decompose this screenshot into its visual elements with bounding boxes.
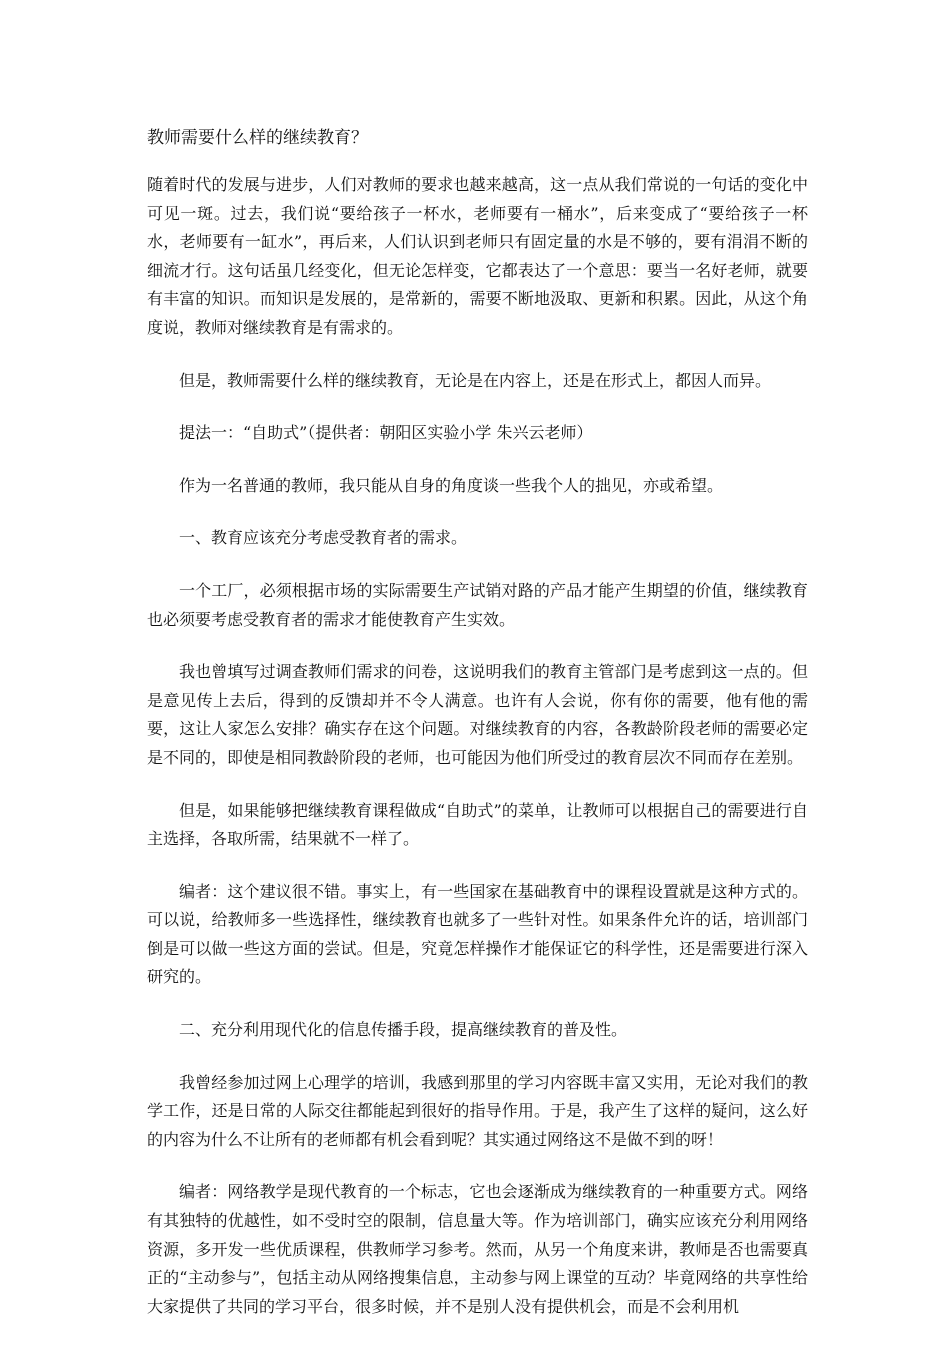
paragraph-intro: 随着时代的发展与进步，人们对教师的要求也越来越高，这一点从我们常说的一句话的变化中可见一斑。过去，我们说“要给孩子一杯水，老师要有一桶水”，后来变成了“要给孩子一杯水，老师要有一缸水”，再后来，人们认识到老师只有固定量的水是不够的，要有涓涓不断的细流才行。这句话虽几经变化，但无论怎样变，它都表达了一个意思：要当一名好老师，就要有丰富的知识。而知识是发展的，是常新的，需要不断地汲取、更新和积累。因此，从这个角度说，教师对继续教育是有需求的。 [147,175,808,337]
paragraph-proposal-heading: 提法一：“自助式”（提供者：朝阳区实验小学 朱兴云老师） [179,423,593,443]
paragraph-editor-note-1: 编者：这个建议很不错。事实上，有一些国家在基础教育中的课程设置就是这种方式的。可以说，给教师多一些选择性，继续教育也就多了一些针对性。如果条件允许的话，培训部门倒是可以做一些这方面的尝试。但是，究竟怎样操作才能保证它的科学性，还是需要进行深入研究的。 [147,881,808,987]
document-body [147,171,808,1345]
paragraph-editor-note-2: 编者：网络教学是现代教育的一个标志，它也会逐渐成为继续教育的一种重要方式。网络有其独特的优越性，如不受时空的限制，信息量大等。作为培训部门，确实应该充分利用网络资源，多开发一些优质课程，供教师学习参考。然而，从另一个角度来讲，教师是否也需要真正的“主动参与”，包括主动从网络搜集信息，主动参与网上课堂的互动？毕竟网络的共享性给大家提供了共同的学习平台，很多时候，并不是别人没有提供机会，而是不会利用机 [147,1182,808,1316]
paragraph-author-intro: 作为一名普通的教师，我只能从自身的角度谈一些我个人的拙见，亦或希望。 [179,475,724,495]
paragraph-online-training: 我曾经参加过网上心理学的培训，我感到那里的学习内容既丰富又实用，无论对我们的教学工作，还是日常的人际交往都能起到很好的指导作用。于是，我产生了这样的疑问，这么好的内容为什么不让所有的老师都有机会看到呢？其实通过网络这不是做不到的呀！ [147,1072,808,1149]
paragraph-factory-analogy: 一个工厂，必须根据市场的实际需要生产试销对路的产品才能产生期望的价值，继续教育也必须要考虑受教育者的需求才能使教育产生实效。 [147,580,808,629]
paragraph-self-service-menu: 但是，如果能够把继续教育课程做成“自助式”的菜单，让教师可以根据自己的需要进行自主选择，各取所需，结果就不一样了。 [147,800,808,849]
paragraph-section-2-heading: 二、充分利用现代化的信息传播手段，提高继续教育的普及性。 [179,1020,628,1040]
paragraph-section-1-heading: 一、教育应该充分考虑受教育者的需求。 [179,528,468,548]
paragraph-survey: 我也曾填写过调查教师们需求的问卷，这说明我们的教育主管部门是考虑到这一点的。但是意见传上去后，得到的反馈却并不令人满意。也许有人会说，你有你的需要，他有他的需要，这让人家怎么安排？确实存在这个问题。对继续教育的内容，各教龄阶段老师的需要必定是不同的，即使是相同教龄阶段的老师，也可能因为他们所受过的教育层次不同而存在差别。 [147,662,808,767]
document-title: 教师需要什么样的继续教育？ [147,128,368,148]
paragraph-thesis: 但是，教师需要什么样的继续教育，无论是在内容上，还是在形式上，都因人而异。 [179,370,772,390]
